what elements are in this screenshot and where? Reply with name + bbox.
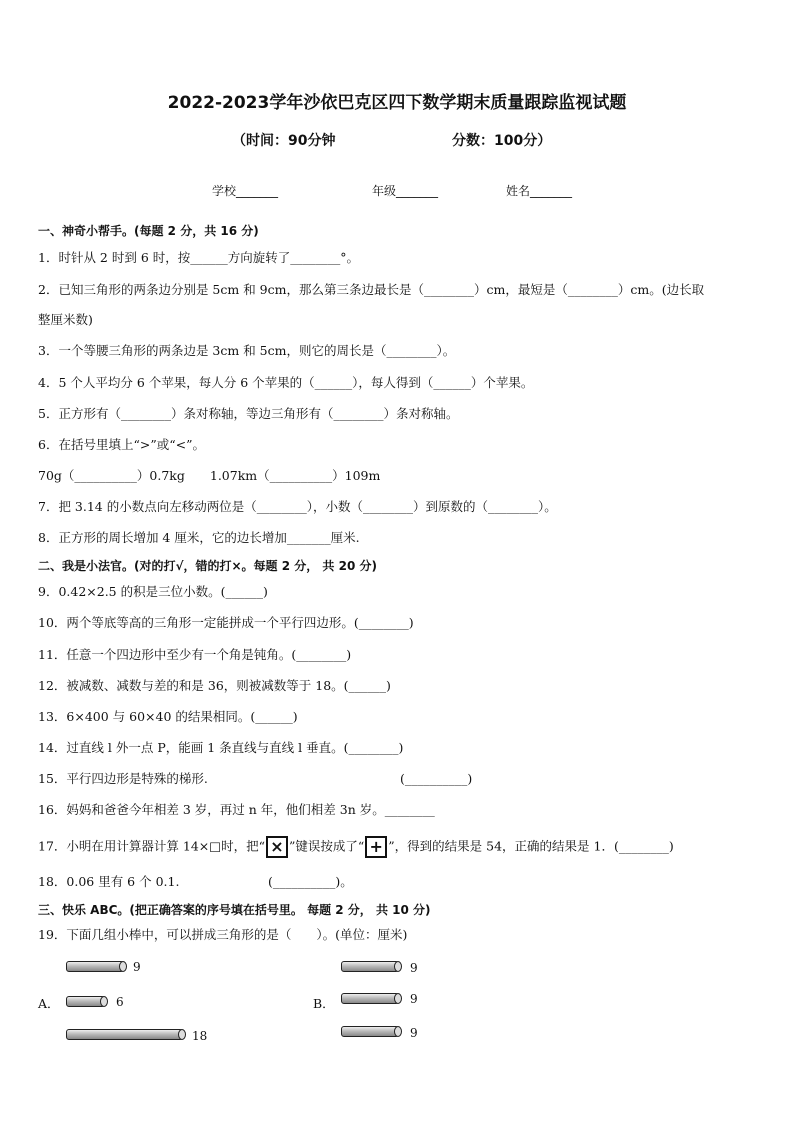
question-16: 16．妈妈和爸爸今年相差 3 岁，再过 n 年，他们相差 3n 岁。________ (38, 802, 435, 817)
question-11: 11．任意一个四边形中至少有一个角是钝角。(________) (38, 647, 352, 662)
option-b-label: B． (313, 996, 335, 1011)
question-12: 12．被减数、减数与差的和是 36，则被减数等于 18。(______) (38, 678, 391, 693)
question-15: 15．平行四边形是特殊的梯形. (38, 771, 208, 786)
stick-a2 (66, 996, 105, 1007)
name-field[interactable]: 姓名_______ (506, 184, 573, 198)
exam-time: （时间：90分钟 (232, 133, 336, 149)
question-7: 7．把 3.14 的小数点向左移动两位是（________），小数（________）到原数的（________）。 (38, 499, 557, 514)
question-9: 9．0.42×2.5 的积是三位小数。(______) (38, 584, 268, 599)
question-17 (38, 836, 674, 858)
multiply-key-icon: × (266, 836, 288, 858)
stick-b3-label: 9 (410, 1026, 418, 1040)
exam-score: 分数：100分） (452, 133, 552, 149)
stick-b1 (341, 961, 399, 972)
stick-b2 (341, 993, 399, 1004)
stick-a1-label: 9 (133, 960, 141, 974)
question-10: 10．两个等底等高的三角形一定能拼成一个平行四边形。(________) (38, 615, 414, 630)
question-5: 5．正方形有（________）条对称轴，等边三角形有（________）条对称轴。 (38, 406, 459, 421)
question-15-blank: (__________) (400, 771, 473, 786)
question-6-items: 70g（__________）0.7kg 1.07km（__________）109m (38, 468, 381, 483)
plus-key-icon: + (365, 836, 387, 858)
stick-b2-label: 9 (410, 992, 418, 1006)
question-4: 4．5 个人平均分 6 个苹果，每人分 6 个苹果的（______），每人得到（______）个苹果。 (38, 375, 534, 390)
question-6: 6．在括号里填上“>”或“<”。 (38, 437, 205, 452)
stick-a3-label: 18 (192, 1029, 208, 1043)
question-2-cont: 整厘米数) (38, 312, 93, 327)
question-17-text-b: ”键误按成了“ (288, 838, 365, 854)
stick-a1 (66, 961, 124, 972)
question-14: 14．过直线 l 外一点 P，能画 1 条直线与直线 l 垂直。(________) (38, 740, 404, 755)
section-2-heading: 二、我是小法官。(对的打√，错的打×。每题 2 分， 共 20 分) (38, 559, 377, 573)
question-3: 3．一个等腰三角形的两条边是 3cm 和 5cm，则它的周长是（________）。 (38, 343, 456, 358)
question-2: 2．已知三角形的两条边分别是 5cm 和 9cm，那么第三条边最长是（________）cm，最短是（________）cm。(边长取 (38, 282, 705, 297)
stick-b3 (341, 1026, 399, 1037)
section-1-heading: 一、神奇小帮手。(每题 2 分，共 16 分) (38, 224, 259, 238)
question-13: 13．6×400 与 60×40 的结果相同。(______) (38, 709, 298, 724)
question-18: 18．0.06 里有 6 个 0.1. (38, 874, 180, 889)
page-title: 2022-2023学年沙依巴克区四下数学期末质量跟踪监视试题 (167, 93, 627, 113)
school-field[interactable]: 学校_______ (212, 184, 279, 198)
stick-a3 (66, 1029, 183, 1040)
question-8: 8．正方形的周长增加 4 厘米，它的边长增加_______厘米. (38, 530, 360, 545)
question-17-text-a: 17．小明在用计算器计算 14×□时，把“ (38, 838, 265, 854)
option-a-label: A． (38, 996, 60, 1011)
question-17-text-c: ”，得到的结果是 54，正确的结果是 1．(________) (388, 838, 674, 854)
section-3-heading: 三、快乐 ABC。(把正确答案的序号填在括号里。 每题 2 分， 共 10 分) (38, 903, 431, 917)
question-18-blank: (__________)。 (268, 874, 353, 889)
grade-field[interactable]: 年级_______ (372, 184, 439, 198)
question-1: 1．时针从 2 时到 6 时，按______方向旋转了________°。 (38, 250, 360, 265)
stick-a2-label: 6 (116, 995, 124, 1009)
question-19: 19．下面几组小棒中，可以拼成三角形的是（ ）。(单位：厘米) (38, 927, 408, 942)
stick-b1-label: 9 (410, 961, 418, 975)
